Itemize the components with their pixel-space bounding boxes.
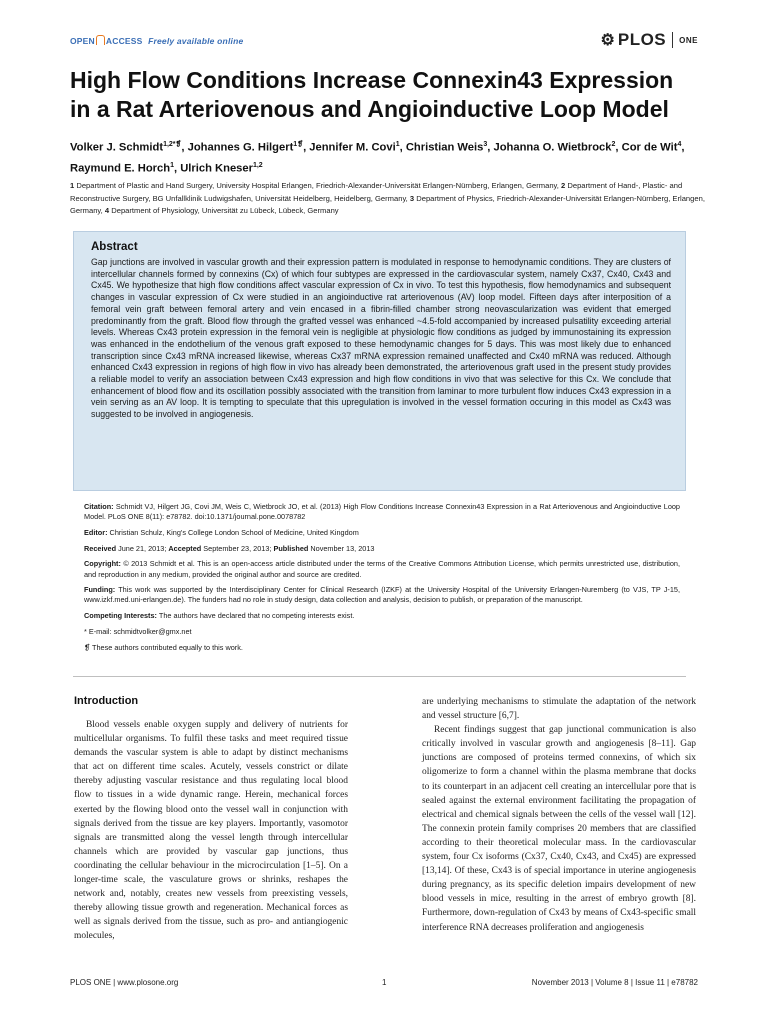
affiliation-number: 3 [409,193,415,203]
author-affiliation-marker: 4 [677,141,682,148]
author-name: Johanna O. Wietbrock [493,141,612,154]
introduction-heading: Introduction [74,695,139,707]
open-access-badge[interactable] [70,35,243,46]
funding: Funding: This work was supported by the Interdisciplinary Center for Clinical Research (IZKF) at the University Hospital of the University Erlangen-Nuremberg (to VJS, TP J-15, www.izkf.med.uni-erlangen.de). The funders had no role in study design, data collection and analysis, decision to publish, or preparation of the manuscript. [84,585,680,605]
footer-issue-info: November 2013 | Volume 8 | Issue 11 | e78782 [531,978,698,987]
author-name: Johannes G. Hilgert [187,141,294,154]
author-list: Volker J. Schmidt$^{1,2*❡}$, Johannes G. Hilgert$^{1❡}$, Jennifer M. Covi$^1$, Christian Weis$^3$, Johanna O. Wietbrock$^2$, Cor de Wit$^4$, Raymund E. Horch$^1$, Ulrich Kneser$^{1,2}$ [70,141,685,175]
abstract-box [73,231,686,491]
affiliations [70,180,710,218]
author-name: Ulrich Kneser [180,162,253,175]
author-affiliation-marker: 3 [483,141,488,148]
author-name: Christian Weis [405,141,484,154]
affiliation-text: Department of Physics, Friedrich-Alexander-Universität Erlangen-Nürnberg, Erlangen, Germany, [70,193,705,215]
one-wordmark: ONE [679,35,698,45]
author-name: Cor de Wit [621,141,678,154]
author-affiliation-marker: 1❡ [293,141,304,148]
open-label: OPEN [70,36,95,46]
journal-header [70,30,698,54]
article-metadata [84,502,680,658]
body-column-left [74,694,348,944]
citation: Citation: Schmidt VJ, Hilgert JG, Covi JM, Weis C, Wietbrock JO, et al. (2013) High Flow Conditions Increase Connexin43 Expression in a Rat Arteriovenous and Angioinductive Loop Model. PLoS ONE 8(11): e78782. doi:10.1371/journal.pone.0078782 [84,502,680,522]
footer-journal-url[interactable]: PLOS ONE | www.plosone.org [70,978,179,987]
author-affiliation-marker: 2 [611,141,616,148]
plos-one-logo[interactable] [601,30,698,50]
page-number: 1 [382,978,387,987]
author-affiliation-marker: 1 [170,161,174,169]
affiliation-number: 2 [561,181,566,190]
access-label: ACCESS [105,36,143,46]
affiliation-text: Department of Plastic and Hand Surgery, University Hospital Erlangen, Friedrich-Alexander-Universität Erlangen-Nürnberg, Erlangen, Germany, [74,181,562,190]
author-affiliation-marker: 1 [395,141,400,148]
affiliation-text: Department of Hand-, Plastic- and Reconstructive Surgery, BG Unfallklinik Ludwigshafen, Universität Heidelberg, Heidelberg, Germany, [70,181,683,203]
article-title: High Flow Conditions Increase Connexin43 Expression in a Rat Arteriovenous and Angioinductive Loop Model [70,67,674,122]
open-access-lock-icon [96,35,105,45]
freely-available-label: Freely available online [148,36,244,46]
corresponding-email[interactable]: * E-mail: schmidtvolker@gmx.net [84,626,192,636]
author-name: Jennifer M. Covi [309,141,396,154]
competing-interests: Competing Interests: The authors have declared that no competing interests exist. [84,611,355,621]
author-affiliation-marker: 1,2*❡ [163,141,182,148]
author-name: Raymund E. Horch [70,162,171,175]
abstract-text: Gap junctions are involved in vascular growth and their expression pattern is modulated in response to hemodynamic conditions. They are clusters of intercellular channels formed by connexins (Cx) of which four subtypes are expressed in the cardiovascular system, namely Cx37, Cx40, Cx43 and Cx45. We hypothesize that high flow conditions affect vascular expression of Cx in vivo. To test this hypothesis, flow hemodynamics and subsequent changes in vascular expression of Cx were studied in an angioinductive rat arteriovenous (AV) loop model. Fifteen days after interposition of a femoral vein graft between femoral artery and vein encased in a fibrin-filled chamber strong neovascularization was evident that emerged predominantly from the graft. Blood flow through the grafted vessel was enhanced ~4.5-fold accompanied by increased pulsatility exceeding arterial levels. Whereas Cx43 protein expression in the femoral vein is negligible at physiologic flow conditions as judged by immunostaining its expression was enhanced in the endothelium of the venous graft exposed to these hemodynamic changes for 5 days. This was most likely due to enhanced transcription since Cx43 mRNA increased likewise, whereas Cx37 mRNA expression remained unaffected and Cx40 mRNA was reduced. Although enhanced Cx43 expression in regions of high flow in vivo has already been demonstrated, the arteriovenous graft used in the present study provides a reliable model to verify an association between Cx43 expression and high flow conditions in vivo that was selective for this Cx. We conclude that enhancement of blood flow and its oscillation possibly associated with the transition from laminar to more turbulent flow induces Cx43 expression in a vein serving as an AV loop. It is tempting to speculate that this upregulation is involved in the vessel formation occuring in this model as Cx43 was suggested to be involved in angiogenesis. [91,257,671,420]
abstract-heading: Abstract [91,241,138,253]
affiliation-number: 4 [104,206,110,215]
author-name: Volker J. Schmidt [70,141,164,154]
author-affiliation-marker: 1,2 [252,161,263,169]
plos-logo-icon: ⚙ [600,32,615,49]
equal-contribution-note: ❡ These authors contributed equally to this work. [84,642,243,652]
intro-paragraph-1: Blood vessels enable oxygen supply and delivery of nutrients for multicellular organisms. To fulfil these tasks and meet required tissue demands the vascular system is able to adapt by distinct mechanisms that act on different time scales. Acutely, vessels constrict or dilate thereby adjusting vascular resistance and thus regulating local blood flow to tissues in a wide dynamic range. Herein, mechanical forces exerted by the flowing blood onto the vessel wall in conjunction with signals derived from the tissue are key players. Importantly, vasomotor signals are transmitted along the vessel length through intercellular channels which are provided by vascular gap junctions, thus coordinating the cellular behaviour in the microcirculation [1–5]. On a longer-time scale, the vasculature grows or shrinks, reshapes the network and, notably, creates new vessels from preexisting vessels, thereby allowing tissue growth and regeneration. Mechanical forces as well as signals derived from the tissue, such as pro- and antiangiogenic molecules, [74,720,348,942]
body-column-right [422,695,696,935]
copyright: Copyright: © 2013 Schmidt et al. This is an open-access article distributed under the terms of the Creative Commons Attribution License, which permits unrestricted use, distribution, and reproduction in any medium, provided the original author and source are credited. [84,559,680,579]
section-divider [73,676,686,677]
intro-paragraph-2: Recent findings suggest that gap junctional communication is also critically involved in vascular growth and angiogenesis [8–11]. Gap junctions are composed of proteins termed connexins, of which six oligomerize to form a channel within the plasma membrane that docks to its counterpart in an adjacent cell creating an intercellular pore that is sealed against the external environment facilitating the propagation of electrical and chemical signals between the cells of the vessel wall [12]. The connexin protein family comprises 20 members that are classified according to their theoretical molecular mass. In the cardiovascular system, four Cx isoforms (Cx37, Cx40, Cx43, and Cx45) are expressed [13,14]. Of these, Cx43 is of special importance in uterine angiogenesis during pregnancy, as its specific deletion impairs development of new blood vessels in mice, resulting in the arrest of embryo growth [8]. Furthermore, down-regulation of Cx43 by means of Cx43-specific small interference RNA decreases proliferation and angiogenesis [422,725,696,933]
dates: Received June 21, 2013; Accepted September 23, 2013; Published November 13, 2013 [84,543,375,553]
editor: Editor: Christian Schulz, King's College London School of Medicine, United Kingdom [84,527,359,537]
affiliation-number: 1 [70,181,75,190]
affiliation-text: Department of Physiology, Universität zu Lübeck, Lübeck, Germany [109,206,339,215]
plos-wordmark: PLOS [617,30,667,49]
logo-divider [672,32,673,48]
intro-paragraph-continued: are underlying mechanisms to stimulate the adaptation of the network and vessel structure [6,7]. [422,697,696,722]
